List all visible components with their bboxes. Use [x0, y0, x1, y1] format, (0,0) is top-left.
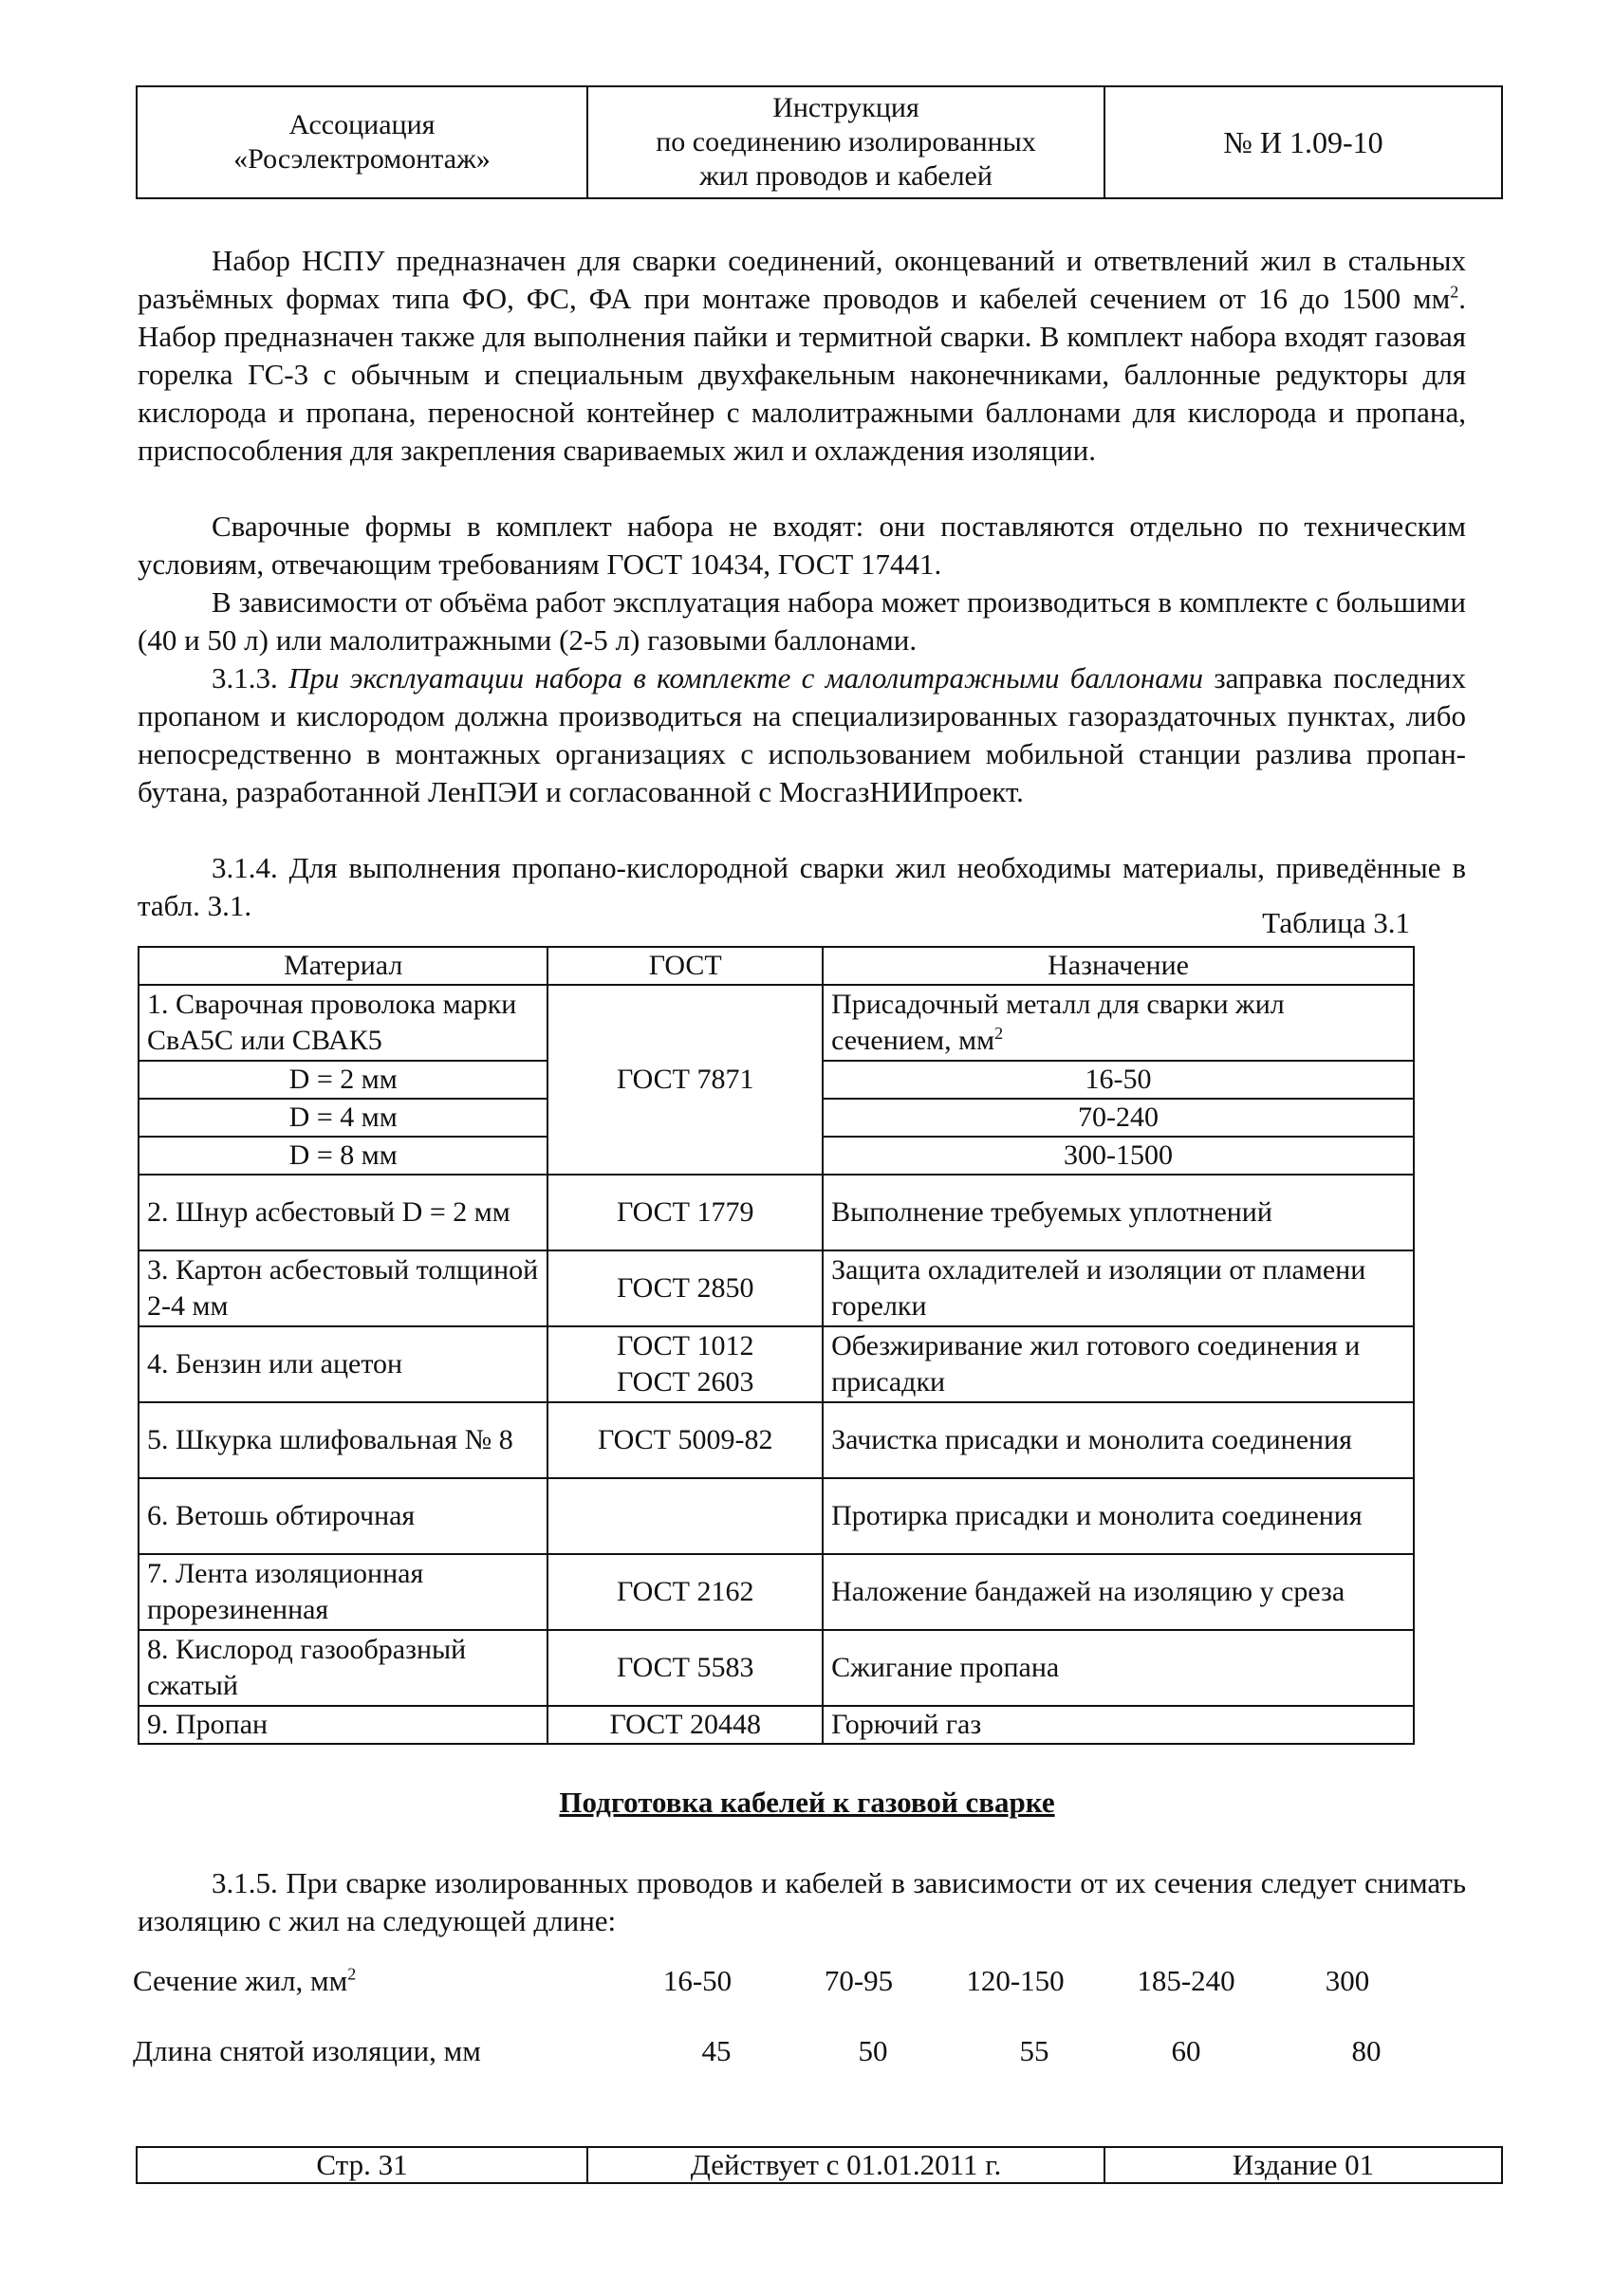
table-row: [139, 1402, 1414, 1478]
gost-cell: ГОСТ 5009-82: [547, 1402, 823, 1478]
superscript: 2: [347, 1964, 357, 1984]
insulation-length-label: Длина снятой изоляции, мм: [133, 2034, 481, 2067]
table-row: [139, 1630, 1414, 1706]
insulation-length-value: 60: [1171, 2034, 1201, 2067]
table-row: [139, 1326, 1414, 1402]
organization-cell: [138, 87, 588, 197]
gost-cell: ГОСТ 20448: [547, 1706, 823, 1744]
insulation-length-value: 55: [1019, 2034, 1049, 2067]
doc-title-line3: жил проводов и кабелей: [699, 160, 993, 192]
material-cell: 9. Пропан: [139, 1706, 547, 1744]
paragraph-3-1-4: 3.1.4. Для выполнения пропано-кислородной сварки жил необходимы материалы, приведённые в табл. 3.1.: [138, 851, 1466, 922]
purpose-cell: [823, 985, 1414, 1061]
superscript: 2: [1450, 282, 1459, 302]
org-name-line1: Ассоциация: [288, 109, 436, 140]
table-row: [139, 985, 1414, 1061]
document-header: [136, 85, 1503, 199]
cross-section-value: 300: [1325, 1964, 1370, 1997]
purpose-cell: Сжигание пропана: [823, 1630, 1414, 1706]
org-name-line2: «Росэлектромонтаж»: [233, 143, 491, 175]
diameter-cell: D = 2 мм: [139, 1061, 547, 1099]
purpose-cell: Зачистка присадки и монолита соединения: [823, 1402, 1414, 1478]
table-row: [139, 1250, 1414, 1326]
gost-cell: ГОСТ 5583: [547, 1630, 823, 1706]
table-caption: Таблица 3.1: [1262, 906, 1410, 939]
edition: Издание 01: [1232, 2148, 1375, 2181]
purpose-cell: Обезжиривание жил готового соединения и присадки: [823, 1326, 1414, 1402]
paragraph-text: Набор НСПУ предназначен для сварки соединений, оконцеваний и ответвлений жил в стальных разъёмных формах типа ФО, ФС, ФА при монтаже проводов и кабелей сечением от 16 до 1500 мм: [138, 244, 1466, 315]
purpose-cell: Горючий газ: [823, 1706, 1414, 1744]
paragraph-nspu-kit: [138, 242, 1466, 470]
material-cell: 4. Бензин или ацетон: [139, 1326, 547, 1402]
table-header-row: [139, 947, 1414, 985]
page-number: Стр. 31: [138, 2148, 588, 2182]
section-title: Подготовка кабелей к газовой сварке: [559, 1786, 1055, 1819]
range-cell: 300-1500: [823, 1137, 1414, 1175]
range-cell: 16-50: [823, 1061, 1414, 1099]
purpose-text: Присадочный металл для сварки жил сечением, мм: [831, 989, 1285, 1056]
table-row: [139, 1706, 1414, 1744]
material-cell: 1. Сварочная проволока марки СвА5С или СВАК5: [139, 985, 547, 1061]
cross-section-value: 16-50: [662, 1964, 733, 1997]
table-row: [139, 1478, 1414, 1554]
gost-cell: [547, 1478, 823, 1554]
material-cell: 3. Картон асбестовый толщиной 2-4 мм: [139, 1250, 547, 1326]
insulation-length-value: 45: [701, 2034, 732, 2067]
doc-title-line2: по соединению изолированных: [656, 126, 1036, 157]
document-footer: [136, 2146, 1503, 2184]
paragraph-3-1-3: [138, 659, 1466, 811]
label-text: Сечение жил, мм: [133, 1964, 348, 1997]
clause-number: 3.1.3.: [212, 661, 278, 694]
purpose-cell: Защита охладителей и изоляции от пламени горелки: [823, 1250, 1414, 1326]
material-cell: 8. Кислород газообразный сжатый: [139, 1630, 547, 1706]
paragraph-3-1-5: 3.1.5. При сварке изолированных проводов и кабелей в зависимости от их сечения следует снимать изоляцию с жил на следующей длине:: [138, 1866, 1466, 1937]
cross-section-label: [133, 1962, 356, 2000]
range-cell: 70-240: [823, 1099, 1414, 1137]
insulation-length-value: 50: [858, 2034, 888, 2067]
insulation-length-value: 80: [1351, 2034, 1382, 2067]
effective-date: Действует с 01.01.2011 г.: [588, 2148, 1105, 2182]
column-header: Назначение: [823, 947, 1414, 985]
material-cell: 5. Шкурка шлифовальная № 8: [139, 1402, 547, 1478]
column-header: ГОСТ: [547, 947, 823, 985]
materials-table: [138, 946, 1415, 1745]
cross-section-value: 70-95: [824, 1964, 894, 1997]
purpose-cell: Выполнение требуемых уплотнений: [823, 1175, 1414, 1250]
purpose-cell: Наложение бандажей на изоляцию у среза: [823, 1554, 1414, 1630]
gost-cell: ГОСТ 1012 ГОСТ 2603: [547, 1326, 823, 1402]
gost-cell: ГОСТ 2162: [547, 1554, 823, 1630]
paragraph-cylinders: В зависимости от объёма работ эксплуатация набора может производиться в комплекте с большими (40 и 50 л) или малолитражными (2-5 л) газовыми баллонами.: [138, 585, 1466, 657]
paragraph-text: . Набор предназначен также для выполнения пайки и термитной сварки. В комплект набора входят газовая горелка ГС-3 с обычным и специальным двухфакельным наконечниками, баллонные редукторы для кислорода и пропана, переносной контейнер с малолитражными баллонами для кислорода и пропана, приспособления для закрепления свариваемых жил и охлаждения изоляции.: [138, 282, 1466, 467]
paragraph-text: заправка последних пропаном и кислородом должна производиться на специализированных газораздаточных пунктах, либо непосредственно в монтажных организациях с использованием мобильной станции разлива пропан-бутана, разработанной ЛенПЭИ и согласованной с МосгазНИИпроект.: [138, 661, 1467, 808]
material-cell: 7. Лента изоляционная прорезиненная: [139, 1554, 547, 1630]
paragraph-welding-forms: Сварочные формы в комплект набора не входят: они поставляются отдельно по техническим условиям, отвечающим требованиям ГОСТ 10434, ГОСТ 17441.: [138, 509, 1466, 581]
table-row: [139, 1554, 1414, 1630]
material-cell: 6. Ветошь обтирочная: [139, 1478, 547, 1554]
document-title-cell: [588, 87, 1105, 197]
superscript: 2: [994, 1024, 1004, 1043]
document-number-cell: [1105, 87, 1501, 197]
diameter-cell: D = 8 мм: [139, 1137, 547, 1175]
material-cell: 2. Шнур асбестовый D = 2 мм: [139, 1175, 547, 1250]
gost-cell: ГОСТ 1779: [547, 1175, 823, 1250]
italic-text: При эксплуатации набора в комплекте с малолитражными баллонами: [288, 661, 1204, 694]
doc-number: № И 1.09-10: [1223, 125, 1383, 159]
doc-title-line1: Инструкция: [772, 92, 919, 123]
gost-cell: ГОСТ 7871: [547, 985, 823, 1175]
cross-section-value: 185-240: [1137, 1964, 1235, 1997]
diameter-cell: D = 4 мм: [139, 1099, 547, 1137]
column-header: Материал: [139, 947, 547, 985]
gost-cell: ГОСТ 2850: [547, 1250, 823, 1326]
purpose-cell: Протирка присадки и монолита соединения: [823, 1478, 1414, 1554]
table-row: [139, 1175, 1414, 1250]
cross-section-value: 120-150: [966, 1964, 1065, 1997]
